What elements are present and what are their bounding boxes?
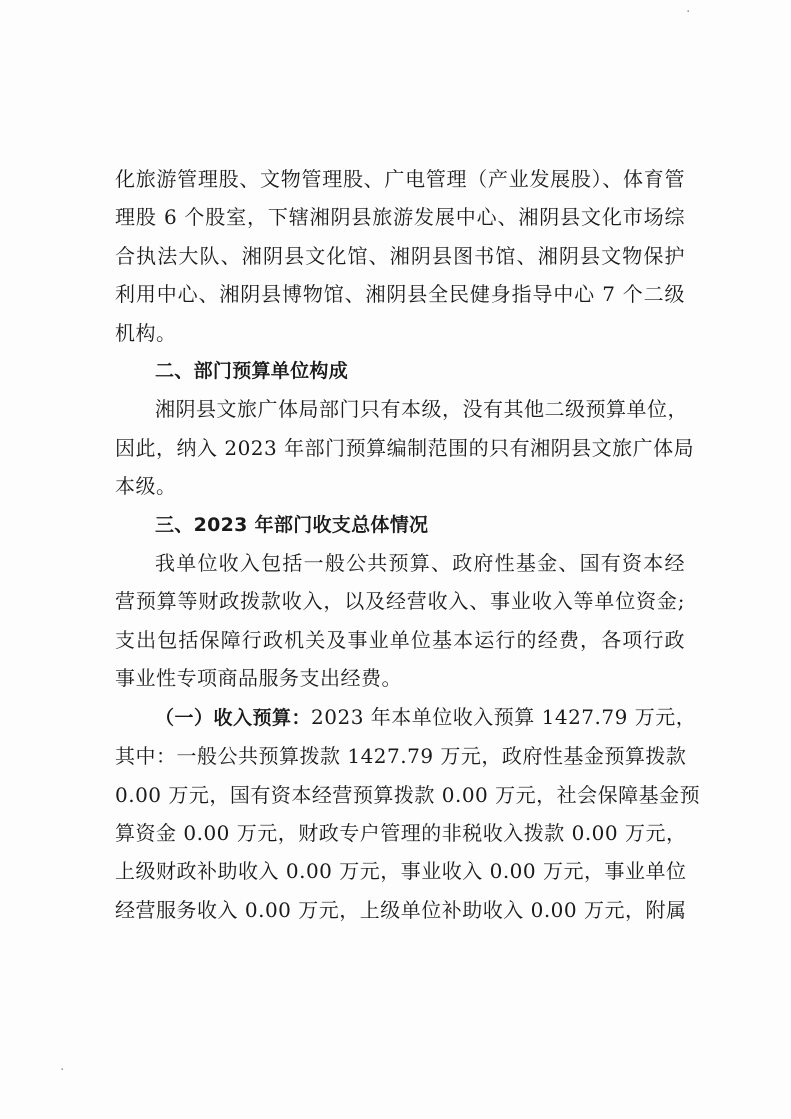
paragraph-department-structure bbox=[115, 160, 685, 352]
paragraph-overall-income-expense bbox=[115, 544, 685, 698]
text-line: 利用中心、湘阴县博物馆、湘阴县全民健身指导中心 7 个二级 bbox=[115, 282, 685, 307]
text-line: 0.00 万元，国有资本经营预算拨款 0.00 万元，社会保障基金预 bbox=[115, 782, 701, 807]
text-line: 本级。 bbox=[115, 474, 177, 499]
section-heading-budget-units: 二、部门预算单位构成 bbox=[155, 360, 349, 383]
text-line: 机构。 bbox=[115, 320, 177, 345]
text-line: 其中：一般公共预算拨款 1427.79 万元，政府性基金预算拨款 bbox=[115, 744, 687, 769]
text-line: 算资金 0.00 万元，财政专户管理的非税收入拨款 0.00 万元， bbox=[115, 820, 687, 845]
income-budget-label: （一）收入预算： bbox=[155, 706, 312, 729]
text-line: 事业性专项商品服务支出经费。 bbox=[115, 666, 402, 691]
scan-mark-top-right: · bbox=[686, 4, 691, 20]
scan-mark-bottom-left: · bbox=[60, 1062, 65, 1078]
text-line: 经营服务收入 0.00 万元，上级单位补助收入 0.00 万元，附属 bbox=[115, 897, 687, 922]
text-line: 营预算等财政拨款收入，以及经营收入、事业收入等单位资金; bbox=[115, 589, 685, 614]
text-line: 湘阴县文旅广体局部门只有本级，没有其他二级预算单位， bbox=[155, 397, 688, 422]
paragraph-income-budget bbox=[115, 698, 701, 929]
text-line: 化旅游管理股、文物管理股、广电管理（产业发展股）、体育管 bbox=[115, 167, 685, 191]
text-line: 因此，纳入 2023 年部门预算编制范围的只有湘阴县文旅广体局 bbox=[115, 435, 695, 460]
text-line-income-lead bbox=[115, 698, 697, 737]
text-line: 我单位收入包括一般公共预算、政府性基金、国有资本经 bbox=[155, 551, 685, 576]
text-line: 理股 6 个股室，下辖湘阴县旅游发展中心、湘阴县文化市场综 bbox=[115, 205, 685, 230]
text-line: 上级财政补助收入 0.00 万元，事业收入 0.00 万元，事业单位 bbox=[115, 859, 687, 884]
text-line: 支出包括保障行政机关及事业单位基本运行的经费，各项行政 bbox=[115, 627, 685, 652]
income-budget-total: 2023 年本单位收入预算 1427.79 万元， bbox=[311, 704, 697, 729]
text-line: 合执法大队、湘阴县文化馆、湘阴县图书馆、湘阴县文物保护 bbox=[115, 243, 685, 268]
document-body bbox=[115, 160, 701, 929]
paragraph-budget-units bbox=[115, 390, 695, 505]
section-heading-overall-income-expense: 三、2023 年部门收支总体情况 bbox=[155, 513, 429, 536]
